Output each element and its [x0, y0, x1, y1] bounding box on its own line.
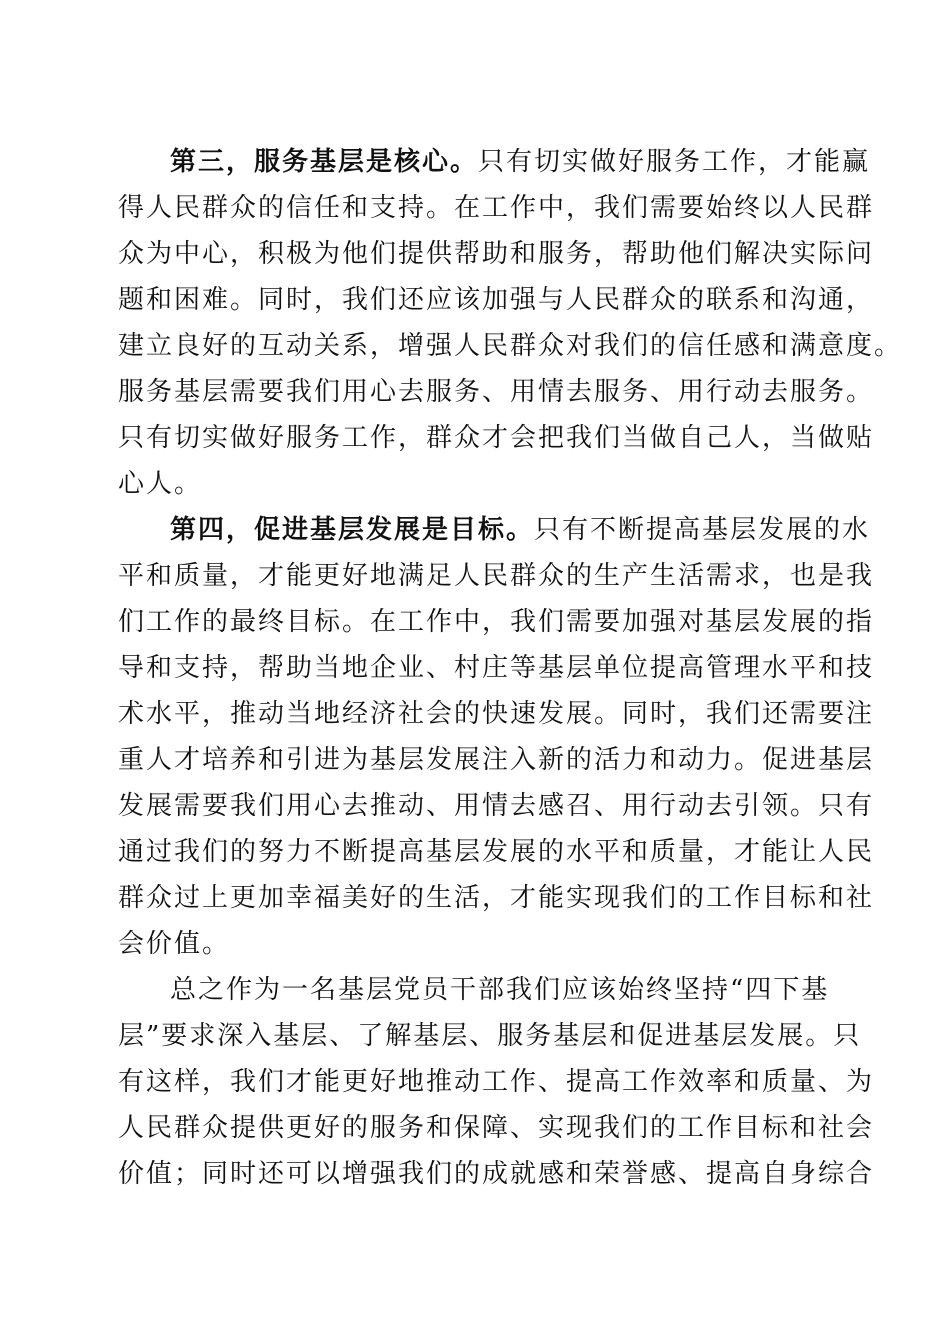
para3-line-4: 人民群众提供更好的服务和保障、实现我们的工作目标和社会 [118, 1113, 875, 1143]
para2-line-9: 群众过上更加幸福美好的生活，才能实现我们的工作目标和社 [118, 883, 875, 913]
para1-lead: 第三，服务基层是核心。 [170, 147, 479, 177]
para2-line-1 [170, 506, 890, 554]
para2-line-3: 们工作的最终目标。在工作中，我们需要加强对基层发展的指 [118, 607, 875, 637]
para2-line-10: 会价值。 [118, 929, 231, 959]
para2-lead: 第四，促进基层发展是目标。 [170, 515, 535, 545]
para3-line-1: 总之作为一名基层党员干部我们应该始终坚持“四下基 [170, 975, 830, 1005]
para2-line-8: 通过我们的努力不断提高基层发展的水平和质量，才能让人民 [118, 837, 875, 867]
para2-line-7: 发展需要我们用心去推动、用情去感召、用行动去引领。只有 [118, 791, 875, 821]
para1-line-3: 众为中心，积极为他们提供帮助和服务，帮助他们解决实际问 [118, 239, 875, 269]
para2-first-line-rest: 只有不断提高基层发展的水 [534, 515, 871, 545]
para1-line-7: 只有切实做好服务工作，群众才会把我们当做自己人，当做贴 [118, 423, 875, 453]
para2-line-2: 平和质量，才能更好地满足人民群众的生产生活需求，也是我 [118, 561, 875, 591]
para1-line-8: 心人。 [118, 469, 203, 499]
para2-line-5: 术水平，推动当地经济社会的快速发展。同时，我们还需要注 [118, 699, 875, 729]
para1-line-5: 建立良好的互动关系，增强人民群众对我们的信任感和满意度。 [118, 331, 903, 361]
para2-line-6: 重人才培养和引进为基层发展注入新的活力和动力。促进基层 [118, 745, 875, 775]
para3-line-2: 层”要求深入基层、了解基层、服务基层和促进基层发展。只 [118, 1021, 862, 1051]
para1-line-1 [170, 138, 890, 186]
para3-line-3: 有这样，我们才能更好地推动工作、提高工作效率和质量、为 [118, 1067, 875, 1097]
para1-line-6: 服务基层需要我们用心去服务、用情去服务、用行动去服务。 [118, 377, 875, 407]
para2-line-4: 导和支持，帮助当地企业、村庄等基层单位提高管理水平和技 [118, 653, 875, 683]
para1-first-line-rest: 只有切实做好服务工作，才能赢 [478, 147, 871, 177]
para1-line-2: 得人民群众的信任和支持。在工作中，我们需要始终以人民群 [118, 193, 875, 223]
para3-line-5: 价值；同时还可以增强我们的成就感和荣誉感、提高自身综合 [118, 1159, 875, 1189]
para1-line-4: 题和困难。同时，我们还应该加强与人民群众的联系和沟通， [118, 285, 875, 315]
